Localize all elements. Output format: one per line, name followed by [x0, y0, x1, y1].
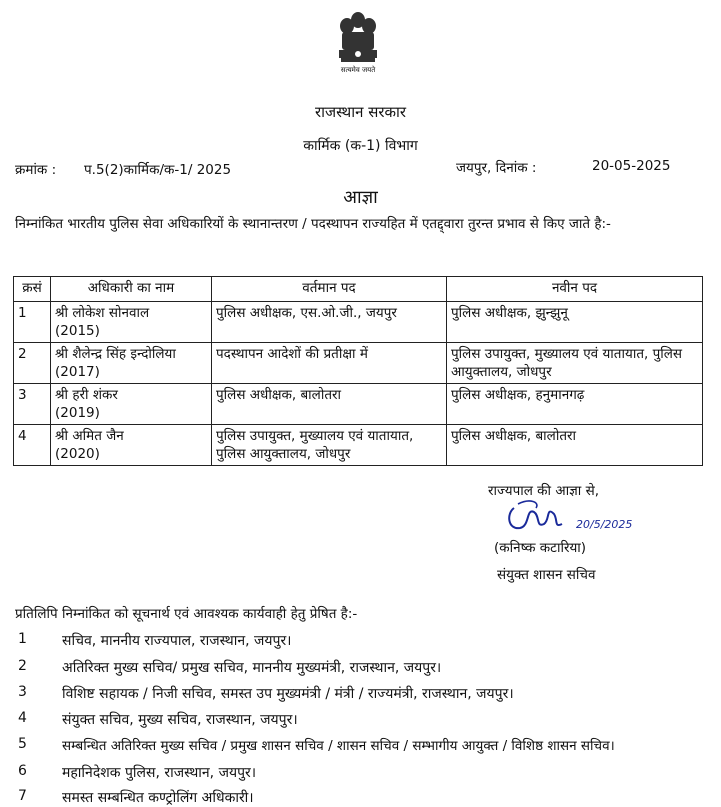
header-sno: क्रसं [14, 277, 51, 302]
header-officer-name: अधिकारी का नाम [51, 277, 212, 302]
row-officer [51, 343, 212, 384]
table-row [14, 425, 703, 466]
list-item-number: 4 [18, 710, 27, 726]
row-officer [51, 425, 212, 466]
header-new-post: नवीन पद [447, 277, 703, 302]
government-title: राजस्थान सरकार [314, 103, 407, 121]
list-item: सम्बन्धित अतिरिक्त मुख्य सचिव / प्रमुख शासन सचिव / शासन सचिव / सम्भागीय आयुक्त / विशिष्ठ शासन सचिव। [62, 738, 615, 754]
signatory-name: (कनिष्क कटारिया) [494, 540, 587, 556]
officer-batch: (2017) [55, 364, 100, 380]
row-officer [51, 302, 212, 343]
officer-name: श्री लोकेश सोनवाल [55, 305, 150, 321]
posting-table [13, 276, 703, 466]
copy-to-intro: प्रतिलिपि निम्नांकित को सूचनार्थ एवं आवश्यक कार्यवाही हेतु प्रेषित है:- [15, 606, 358, 622]
row-officer [51, 384, 212, 425]
order-no-label: क्रमांक : [15, 162, 57, 178]
row-current-post: पुलिस उपायुक्त, मुख्यालय एवं यातायात, पुलिस आयुक्तालय, जोधपुर [212, 425, 447, 466]
order-date: 20-05-2025 [592, 158, 671, 174]
officer-batch: (2019) [55, 405, 100, 421]
signatory-designation: संयुक्त शासन सचिव [497, 567, 596, 583]
place-date-label: जयपुर, दिनांक : [456, 160, 537, 176]
officer-name: श्री शैलेन्द्र सिंह इन्दोलिया [55, 346, 176, 362]
list-item: महानिदेशक पुलिस, राजस्थान, जयपुर। [62, 765, 257, 781]
list-item: समस्त सम्बन्धित कण्ट्रोलिंग अधिकारी। [62, 790, 254, 806]
department-title: कार्मिक (क-1) विभाग [303, 138, 418, 154]
officer-name: श्री हरी शंकर [55, 387, 118, 403]
list-item-number: 6 [18, 763, 27, 779]
list-item: सचिव, माननीय राज्यपाल, राजस्थान, जयपुर। [62, 633, 292, 649]
header-current-post: वर्तमान पद [212, 277, 447, 302]
by-order-line: राज्यपाल की आज्ञा से, [488, 483, 599, 499]
row-current-post: पदस्थापन आदेशों की प्रतीक्षा में [212, 343, 447, 384]
list-item-number: 7 [18, 788, 27, 804]
officer-batch: (2020) [55, 446, 100, 462]
list-item: संयुक्त सचिव, मुख्य सचिव, राजस्थान, जयपुर। [62, 712, 298, 728]
table-row [14, 343, 703, 384]
handwritten-signature [500, 494, 660, 540]
list-item-number: 5 [18, 736, 27, 752]
order-no: प.5(2)कार्मिक/क-1/ 2025 [84, 162, 232, 178]
emblem-motto: सत्यमेव जयते [340, 66, 376, 74]
row-sno: 3 [14, 384, 51, 425]
list-item: विशिष्ट सहायक / निजी सचिव, समस्त उप मुख्यमंत्री / मंत्री / राज्यमंत्री, राजस्थान, जयपुर। [62, 686, 514, 702]
row-new-post: पुलिस अधीक्षक, हनुमानगढ़ [447, 384, 703, 425]
row-sno: 2 [14, 343, 51, 384]
row-current-post: पुलिस अधीक्षक, बालोतरा [212, 384, 447, 425]
order-intro: निम्नांकित भारतीय पुलिस सेवा अधिकारियों के स्थानान्तरण / पदस्थापन राज्यहित में एतद्द्वारा तुरन्त प्रभाव से किए जाते है:- [15, 216, 611, 232]
row-new-post: पुलिस अधीक्षक, झुन्झुनू [447, 302, 703, 343]
row-sno: 4 [14, 425, 51, 466]
row-new-post: पुलिस उपायुक्त, मुख्यालय एवं यातायात, पुलिस आयुक्तालय, जोधपुर [447, 343, 703, 384]
signature-date: 20/5/2025 [576, 518, 633, 531]
list-item-number: 3 [18, 684, 27, 700]
row-current-post: पुलिस अधीक्षक, एस.ओ.जी., जयपुर [212, 302, 447, 343]
table-row [14, 384, 703, 425]
table-header-row [14, 277, 703, 302]
officer-batch: (2015) [55, 323, 100, 339]
table-row [14, 302, 703, 343]
officer-name: श्री अमित जैन [55, 428, 124, 444]
order-title: आज्ञा [343, 187, 378, 208]
list-item-number: 1 [18, 631, 27, 647]
list-item: अतिरिक्त मुख्य सचिव/ प्रमुख सचिव, माननीय मुख्यमंत्री, राजस्थान, जयपुर। [62, 660, 442, 676]
list-item-number: 2 [18, 658, 27, 674]
row-new-post: पुलिस अधीक्षक, बालोतरा [447, 425, 703, 466]
row-sno: 1 [14, 302, 51, 343]
